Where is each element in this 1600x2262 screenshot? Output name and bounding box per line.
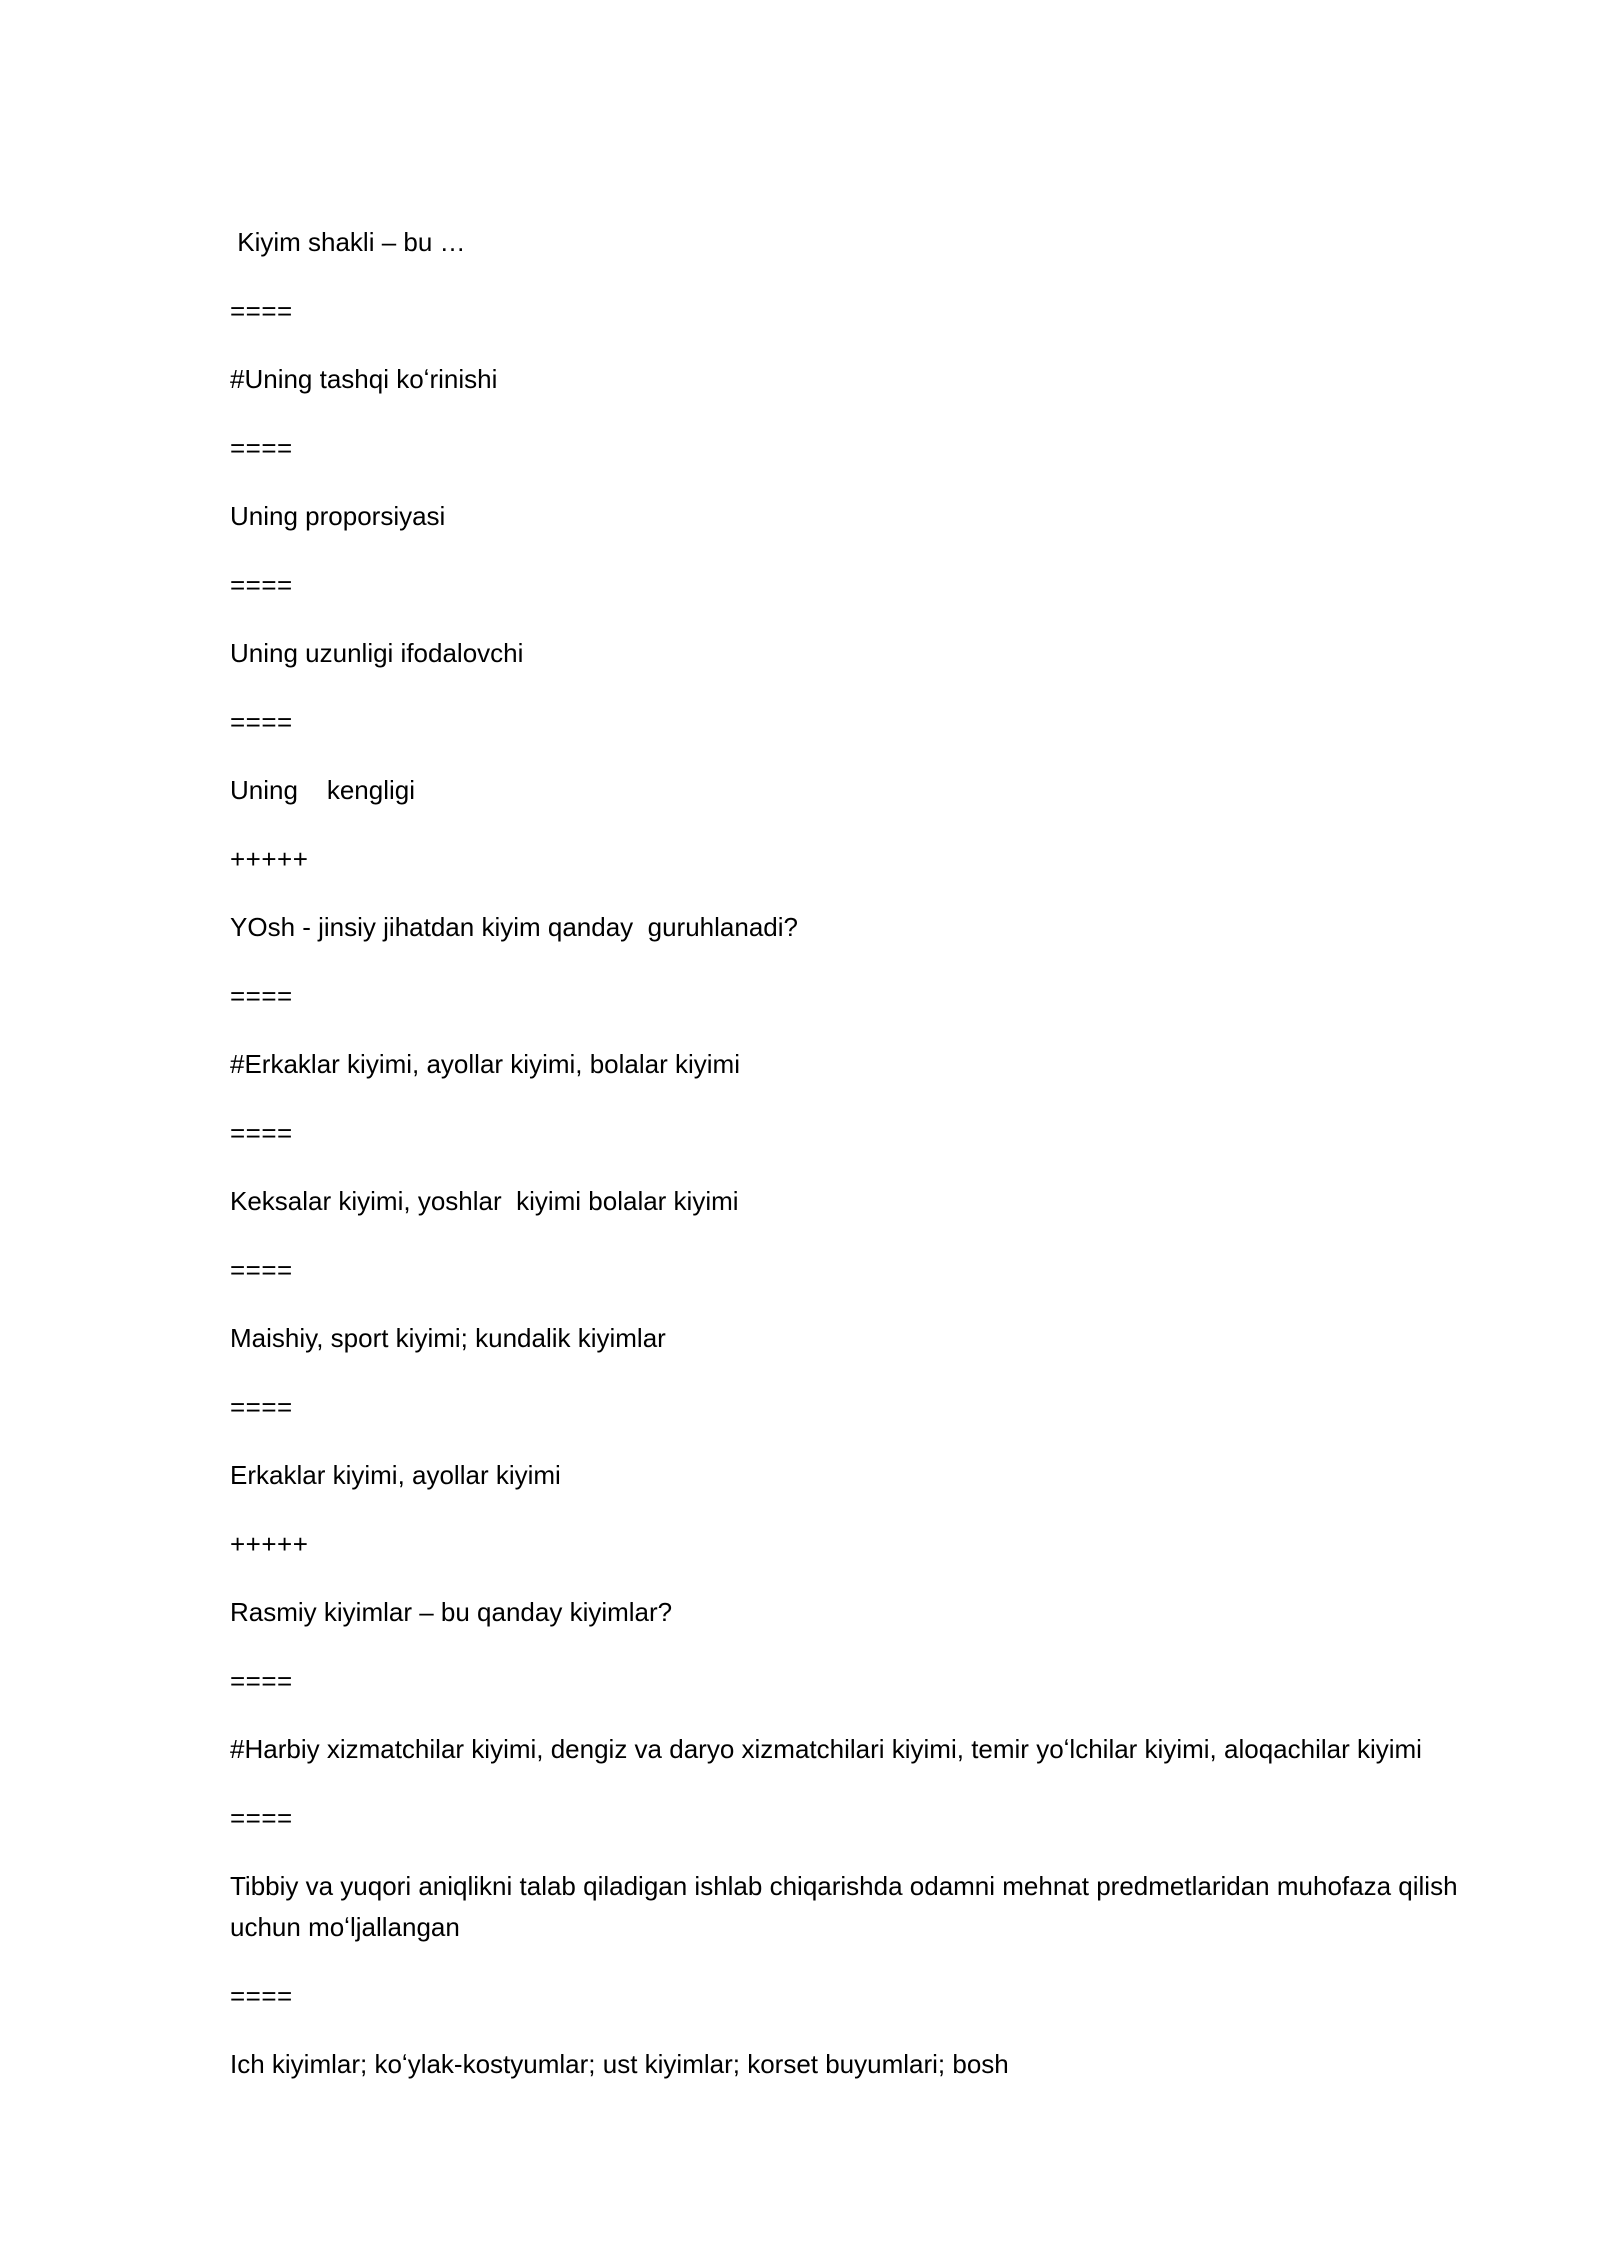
answer-separator: ==== bbox=[230, 1665, 293, 1696]
document-body bbox=[230, 222, 1500, 2113]
answer-option: Erkaklar kiyimi, ayollar kiyimi bbox=[230, 1460, 561, 1490]
answer-separator: ==== bbox=[230, 1254, 293, 1285]
answer-option: Uning uzunligi ifodalovchi bbox=[230, 638, 524, 668]
answer-separator: ==== bbox=[230, 1802, 293, 1833]
answer-separator: ==== bbox=[230, 706, 293, 737]
answer-option: Tibbiy va yuqori aniqlikni talab qiladigan ishlab chiqarishda odamni mehnat predmetlaridan muhofaza qilish uchun moʻljallangan bbox=[230, 1871, 1465, 1942]
answer-option: Keksalar kiyimi, yoshlar kiyimi bolalar kiyimi bbox=[230, 1186, 739, 1216]
answer-separator: ==== bbox=[230, 569, 293, 600]
answer-separator: ==== bbox=[230, 980, 293, 1011]
answer-separator: ==== bbox=[230, 432, 293, 463]
answer-separator: ==== bbox=[230, 1980, 293, 2011]
answer-option: #Uning tashqi koʻrinishi bbox=[230, 364, 498, 394]
answer-option: Uning proporsiyasi bbox=[230, 501, 446, 531]
answer-option: #Harbiy xizmatchilar kiyimi, dengiz va daryo xizmatchilari kiyimi, temir yoʻlchilar kiyimi, aloqachilar kiyimi bbox=[230, 1734, 1422, 1764]
question-separator: +++++ bbox=[230, 1528, 309, 1559]
question-separator: +++++ bbox=[230, 843, 309, 874]
answer-separator: ==== bbox=[230, 295, 293, 326]
answer-option: Uning kengligi bbox=[230, 775, 415, 805]
question-text: Kiyim shakli – bu … bbox=[230, 227, 466, 257]
answer-separator: ==== bbox=[230, 1391, 293, 1422]
answer-option: #Erkaklar kiyimi, ayollar kiyimi, bolalar kiyimi bbox=[230, 1049, 740, 1079]
answer-separator: ==== bbox=[230, 1117, 293, 1148]
question-text: YOsh - jinsiy jihatdan kiyim qanday guruhlanadi? bbox=[230, 912, 798, 942]
answer-option: Ich kiyimlar; koʻylak-kostyumlar; ust kiyimlar; korset buyumlari; bosh bbox=[230, 2049, 1009, 2079]
question-text: Rasmiy kiyimlar – bu qanday kiyimlar? bbox=[230, 1597, 673, 1627]
answer-option: Maishiy, sport kiyimi; kundalik kiyimlar bbox=[230, 1323, 666, 1353]
